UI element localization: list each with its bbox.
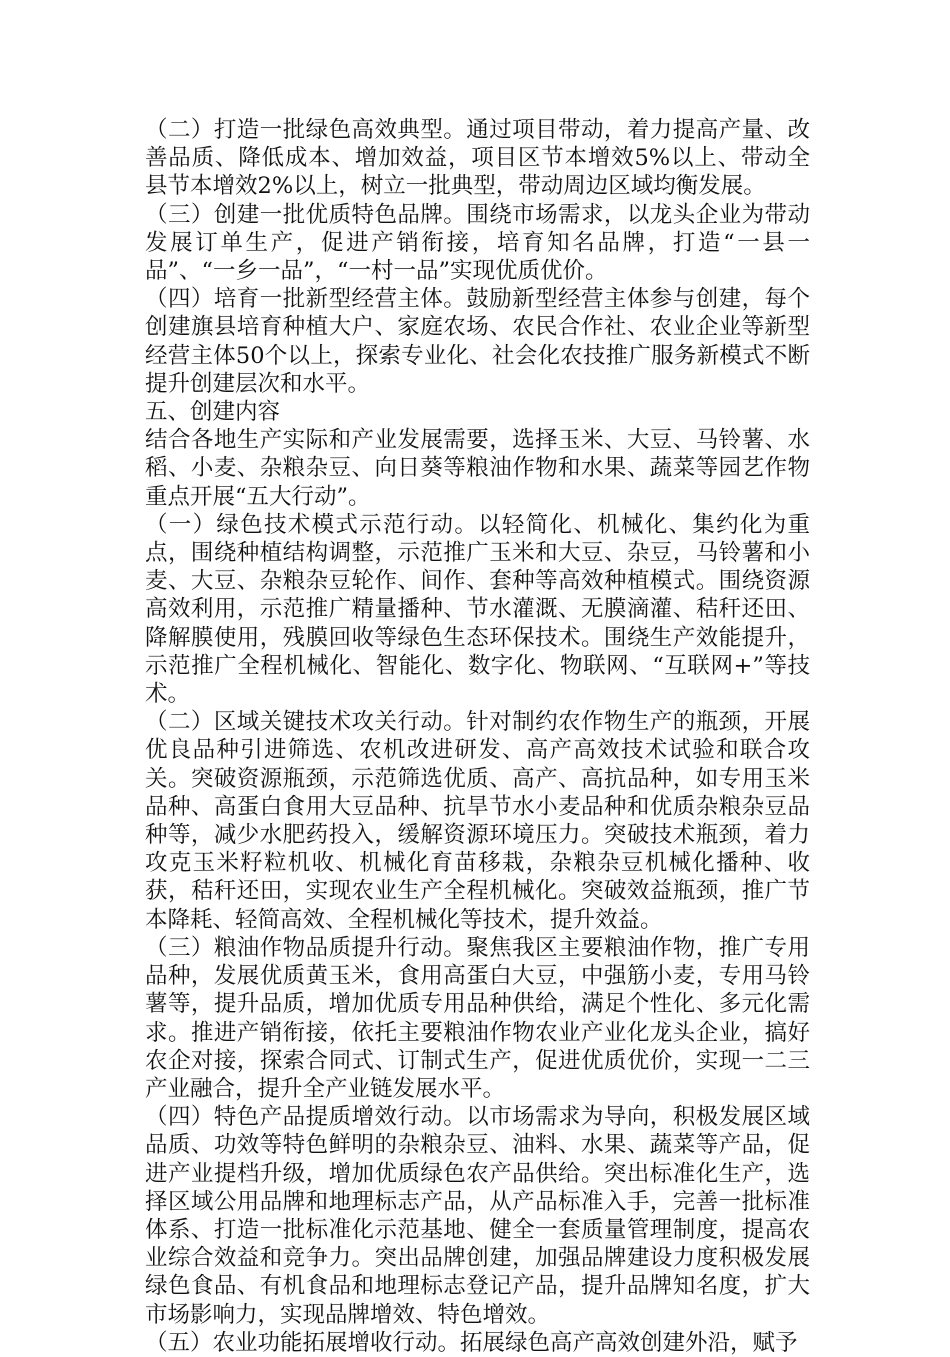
paragraph-action-key-tech-research: （二）区域关键技术攻关行动。针对制约农作物生产的瓶颈，开展优良品种引进筛选、农机改进研发、高产高效技术试验和联合攻关。突破资源瓶颈，示范筛选优质、高产、高抗品种，如专用玉米品种、高蛋白食用大豆品种、抗旱节水小麦品种和优质杂粮杂豆品种等，减少水肥药投入，缓解资源环境压力。突破技术瓶颈，着力攻克玉米籽粒机收、机械化育苗移栽，杂粮杂豆机械化播种、收获，秸秆还田，实现农业生产全程机械化。突破效益瓶颈，推广节本降耗、轻简高效、全程机械化等技术，提升效益。 — [145, 709, 810, 933]
paragraph-action-grain-oil-quality: （三）粮油作物品质提升行动。聚焦我区主要粮油作物，推广专用品种，发展优质黄玉米，食用高蛋白大豆，中强筋小麦，专用马铃薯等，提升品质，增加优质专用品种供给，满足个性化、多元化需求。推进产销衔接，依托主要粮油作物农业产业化龙头企业，搞好农企对接，探索合同式、订制式生产，促进优质优价，实现一二三产业融合，提升全产业链发展水平。 — [145, 934, 810, 1102]
document-body — [145, 116, 810, 1357]
section-heading-creation-content: 五、创建内容 — [145, 399, 281, 426]
paragraph-goal-new-business-entities: （四）培育一批新型经营主体。鼓励新型经营主体参与创建，每个创建旗县培育种植大户、家庭农场、农民合作社、农业企业等新型经营主体50个以上，探索专业化、社会化农技推广服务新模式不断提升创建层次和水平。 — [145, 286, 810, 397]
paragraph-goal-green-efficient-model: （二）打造一批绿色高效典型。通过项目带动，着力提高产量、改善品质、降低成本、增加效益，项目区节本增效5%以上、带动全县节本增效2%以上，树立一批典型，带动周边区域均衡发展。 — [145, 117, 810, 200]
paragraph-action-specialty-products: （四）特色产品提质增效行动。以市场需求为导向，积极发展区域品质、功效等特色鲜明的杂粮杂豆、油料、水果、蔬菜等产品，促进产业提档升级，增加优质绿色农产品供给。突出标准化生产，选择区域公用品牌和地理标志产品，从产品标准入手，完善一批标准体系、打造一批标准化示范基地、健全一套质量管理制度，提高农业综合效益和竞争力。突出品牌创建，加强品牌建设力度积极发展绿色食品、有机食品和地理标志登记产品，提升品牌知名度，扩大市场影响力，实现品牌增效、特色增效。 — [145, 1104, 810, 1328]
paragraph-five-actions-intro: 结合各地生产实际和产业发展需要，选择玉米、大豆、马铃薯、水稻、小麦、杂粮杂豆、向日葵等粮油作物和水果、蔬菜等园艺作物重点开展“五大行动”。 — [145, 427, 810, 510]
paragraph-action-green-tech-demo: （一）绿色技术模式示范行动。以轻简化、机械化、集约化为重点，围绕种植结构调整，示范推广玉米和大豆、杂豆，马铃薯和小麦、大豆、杂粮杂豆轮作、间作、套种等高效种植模式。围绕资源高效利用，示范推广精量播种、节水灌溉、无膜滴灌、秸秆还田、降解膜使用，残膜回收等绿色生态环保技术。围绕生产效能提升，示范推广全程机械化、智能化、数字化、物联网、“互联网+”等技术。 — [145, 511, 810, 708]
paragraph-goal-quality-brand: （三）创建一批优质特色品牌。围绕市场需求，以龙头企业为带动发展订单生产，促进产销衔接，培育知名品牌，打造“一县一品”、“一乡一品”，“一村一品”实现优质优价。 — [145, 201, 810, 285]
paragraph-action-function-expansion: （五）农业功能拓展增收行动。拓展绿色高产高效创建外沿，赋予 — [145, 1329, 798, 1356]
